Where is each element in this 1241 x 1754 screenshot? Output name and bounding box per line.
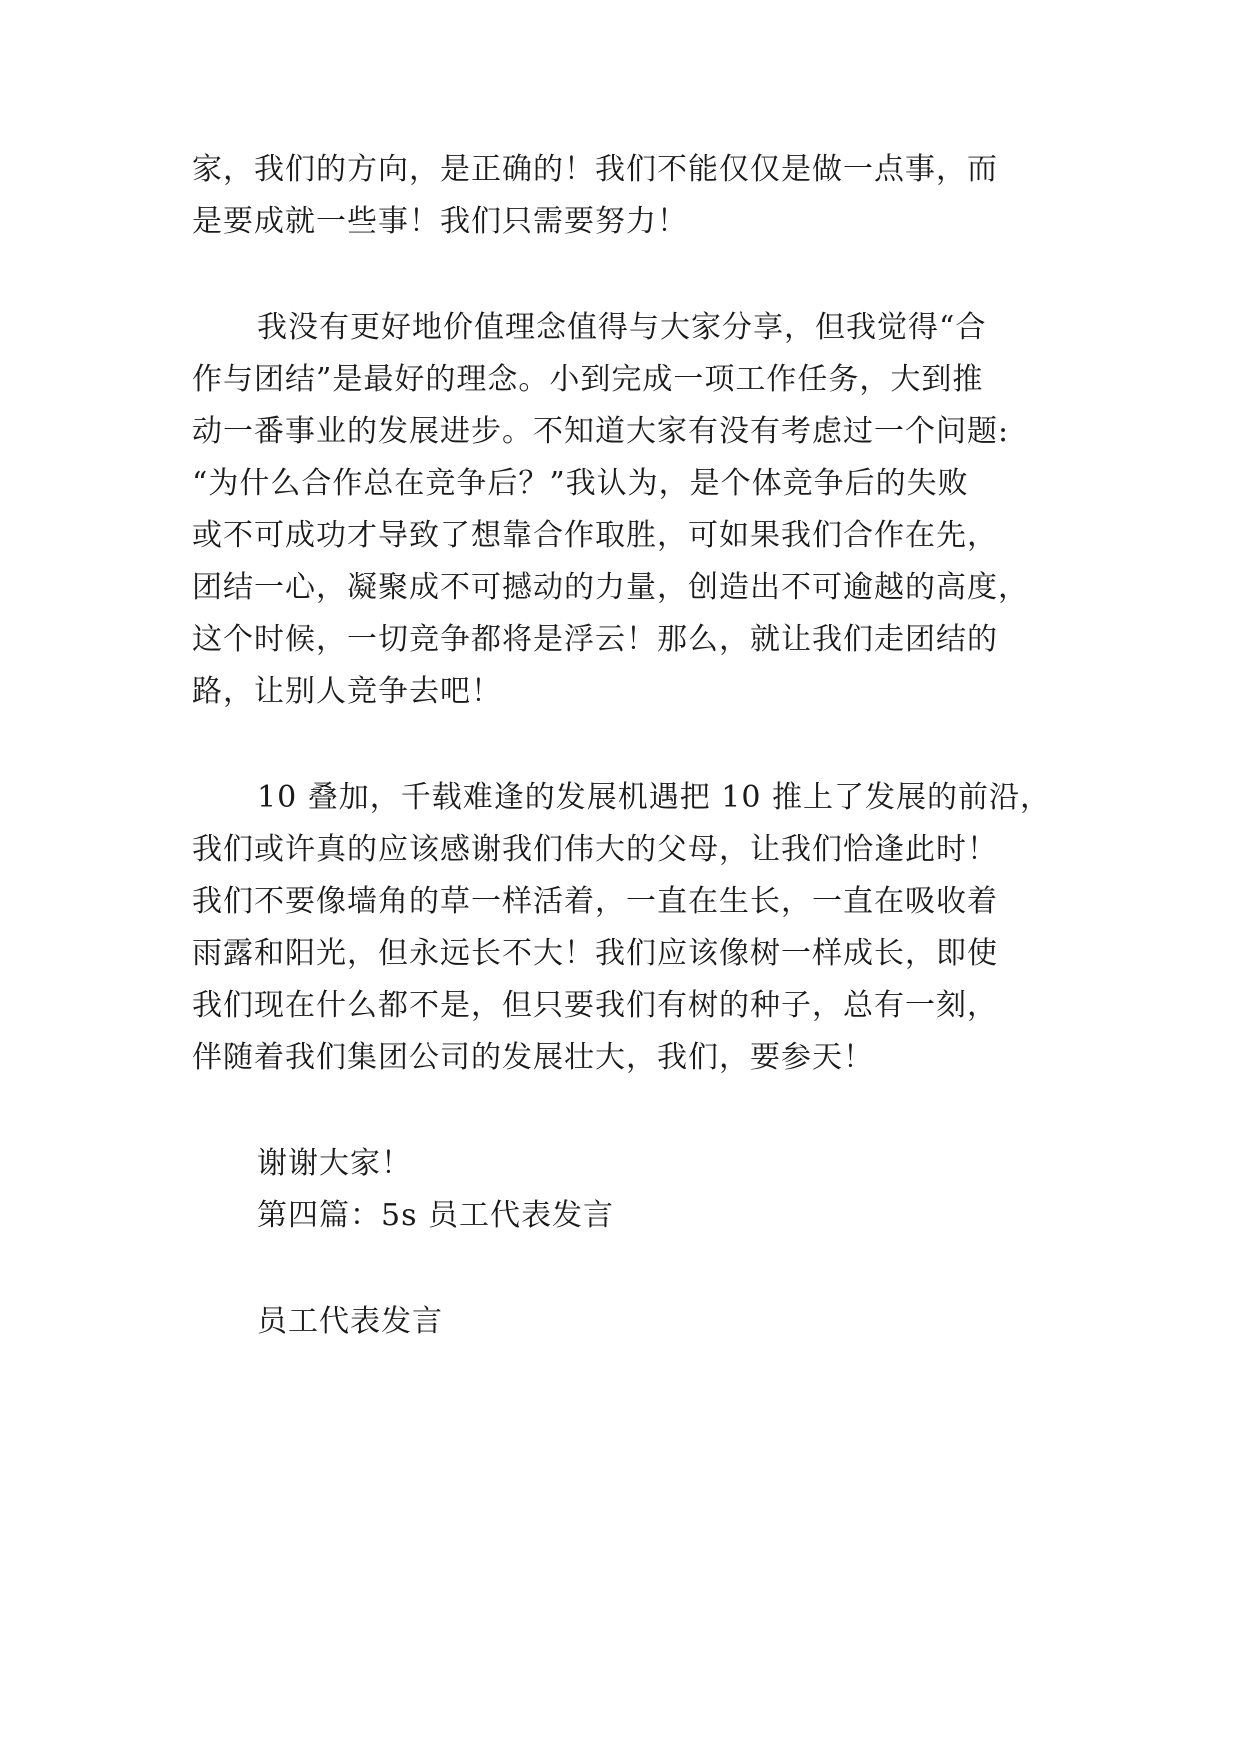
- paragraph-line: 团结一心，凝聚成不可撼动的力量，创造出不可逾越的高度，: [192, 570, 1029, 605]
- paragraph-line: 动一番事业的发展进步。不知道大家有没有考虑过一个问题:: [192, 414, 1010, 449]
- paragraph-line: 家，我们的方向，是正确的！我们不能仅仅是做一点事，而: [192, 152, 998, 187]
- subtitle: 员工代表发言: [257, 1304, 443, 1339]
- paragraph-line: 作与团结”是最好的理念。小到完成一项工作任务，大到推: [192, 362, 984, 397]
- paragraph-line: 我们现在什么都不是，但只要我们有树的种子，总有一刻，: [192, 988, 998, 1023]
- document-page: [192, 0, 1062, 1754]
- paragraph-line: 路，让别人竞争去吧！: [192, 674, 502, 709]
- paragraph-line: “为什么合作总在竞争后？”我认为，是个体竞争后的失败: [192, 466, 969, 501]
- paragraph-line: 或不可成功才导致了想靠合作取胜，可如果我们合作在先，: [192, 518, 998, 553]
- paragraph-line: 是要成就一些事！我们只需要努力！: [192, 204, 688, 239]
- paragraph-line: 这个时候，一切竞争都将是浮云！那么，就让我们走团结的: [192, 622, 998, 657]
- paragraph-line: 我没有更好地价值理念值得与大家分享，但我觉得“合: [257, 310, 987, 345]
- closing-text: 谢谢大家！: [257, 1146, 412, 1181]
- paragraph-line: 雨露和阳光，但永远长不大！我们应该像树一样成长，即使: [192, 936, 998, 971]
- paragraph-line: 我们或许真的应该感谢我们伟大的父母，让我们恰逢此时！: [192, 832, 998, 867]
- section-title: 第四篇：5s 员工代表发言: [257, 1198, 615, 1233]
- paragraph-line: 伴随着我们集团公司的发展壮大，我们，要参天！: [192, 1040, 874, 1075]
- paragraph-line: 10 叠加，千载难逢的发展机遇把 10 推上了发展的前沿，: [257, 780, 1051, 815]
- paragraph-line: 我们不要像墙角的草一样活着，一直在生长，一直在吸收着: [192, 884, 998, 919]
